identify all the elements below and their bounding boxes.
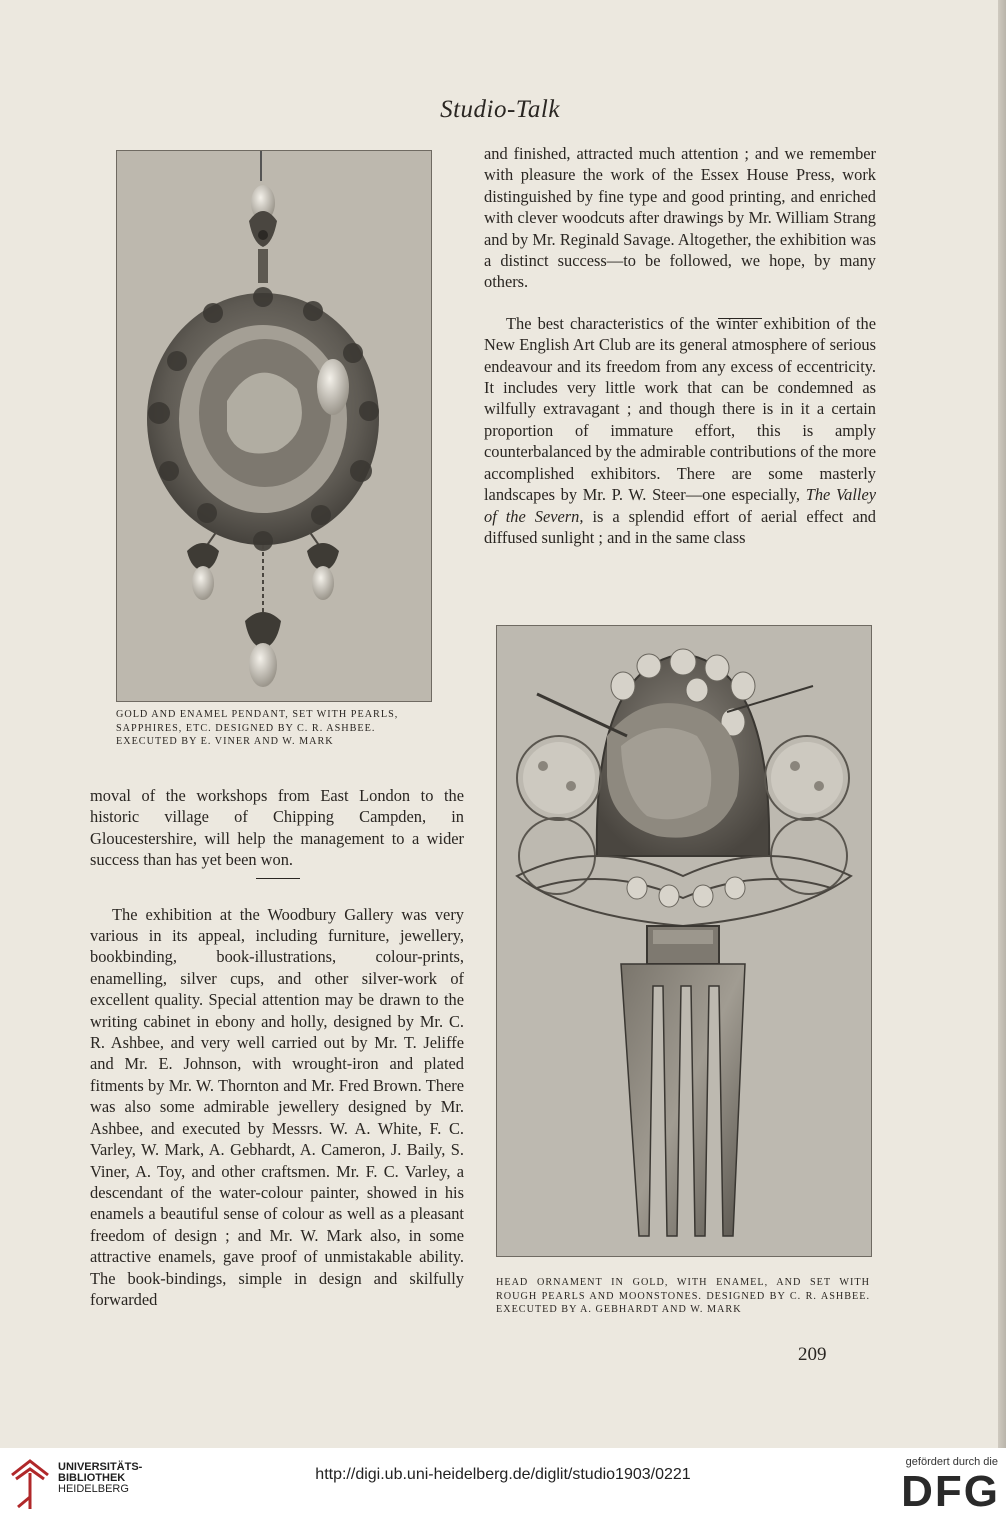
pendant-illustration — [116, 150, 432, 702]
library-line-3: HEIDELBERG — [58, 1483, 129, 1495]
paragraph-text-b: is a splendid effort of aerial effect and diffused sunlight ; and in the same class — [484, 506, 876, 547]
page-number: 209 — [798, 1344, 827, 1365]
paragraph-woodbury-gallery: The exhibition at the Woodbury Gallery was very various in its appeal, including furniture, jewellery, bookbinding, book-illustrations, colour-prints, enamelling, silver cups, and other silver-work of excellent quality. Special attention may be drawn to the writing cabinet in ebony and holly, designed by Mr. C. R. Ashbee, and very well carried out by Mr. T. Jeliffe and Mr. E. Johnson, with wrought-iron and plated fitments by Mr. W. Thornton and Mr. Fred Brown. There was also some admirable jewellery designed by Mr. Ashbee, and executed by Messrs. W. A. White, F. C. Varley, W. Mark, A. Gebhardt, A. Cameron, J. Baily, S. Viner, A. Toy, and other craftsmen. Mr. F. C. Varley, a descendant of the water-colour painter, showed in his enamels a beautiful sense of colour as well as a pleasant freedom of design ; and Mr. W. Mark also, in some attractive enamels, gave proof of unmistakable ability. The book-bindings, simple in design and skilfully forwarded — [90, 904, 464, 1309]
source-url-link[interactable]: http://digi.ub.uni-heidelberg.de/diglit/studio1903/0221 — [315, 1466, 691, 1483]
sponsor-note: gefördert durch die — [905, 1456, 998, 1468]
pendant-caption: GOLD AND ENAMEL PENDANT, SET WITH PEARLS, SAPPHIRES, ETC. DESIGNED BY C. R. ASHBEE. EXECUTED BY E. VINER AND W. MARK — [116, 709, 399, 747]
paragraph-text-a: The best characteristics of the winter exhibition of the New English Art Club are its general atmosphere of serious endeavour and its freedom from any excess of eccentricity. It includes very little work that can be condemned as wilfully extravagant ; and though there is in it a certain proportion of immature effort, this is amply counterbalanced by the admirable contributions of the more accomplished exhibitors. There are some masterly landscapes by Mr. P. W. Steer—one especially, — [484, 313, 876, 505]
painting-title: The Valley of the Severn, — [484, 485, 876, 526]
paragraph-workshops: moval of the workshops from East London to the historic village of Chipping Campden, in Gloucestershire, will help the management to a wider success than has yet been won. — [90, 786, 464, 870]
comb-drawing — [497, 626, 871, 1256]
dfg-logo: DFG — [901, 1467, 1000, 1516]
library-line-2: BIBLIOTHEK — [58, 1472, 126, 1484]
library-line-1: UNIVERSITÄTS- — [58, 1461, 143, 1473]
paragraph-new-english-art-club — [484, 313, 876, 548]
section-rule — [718, 318, 762, 319]
comb-illustration — [496, 625, 872, 1257]
page-edge — [998, 0, 1006, 1448]
running-head: Studio-Talk — [440, 96, 560, 123]
comb-caption: HEAD ORNAMENT IN GOLD, WITH ENAMEL, AND SET WITH ROUGH PEARLS AND MOONSTONES. DESIGNED BY C. R. ASHBEE. EXECUTED BY A. GEBHARDT AND W. MARK — [496, 1277, 870, 1315]
left-column-bottom — [90, 785, 464, 1310]
right-column-top — [484, 143, 876, 548]
pendant-drawing — [117, 151, 431, 701]
paragraph-continued: and finished, attracted much attention ; and we remember with pleasure the work of the Essex House Press, work distinguished by fine type and good printing, and enriched with clever woodcuts after drawings by Mr. William Strang and by Mr. Reginald Savage. Altogether, the exhibition was a distinct success—to be followed, we hope, by many others. — [484, 144, 876, 292]
section-rule-2 — [256, 878, 300, 879]
footer-bar — [0, 1448, 1006, 1520]
